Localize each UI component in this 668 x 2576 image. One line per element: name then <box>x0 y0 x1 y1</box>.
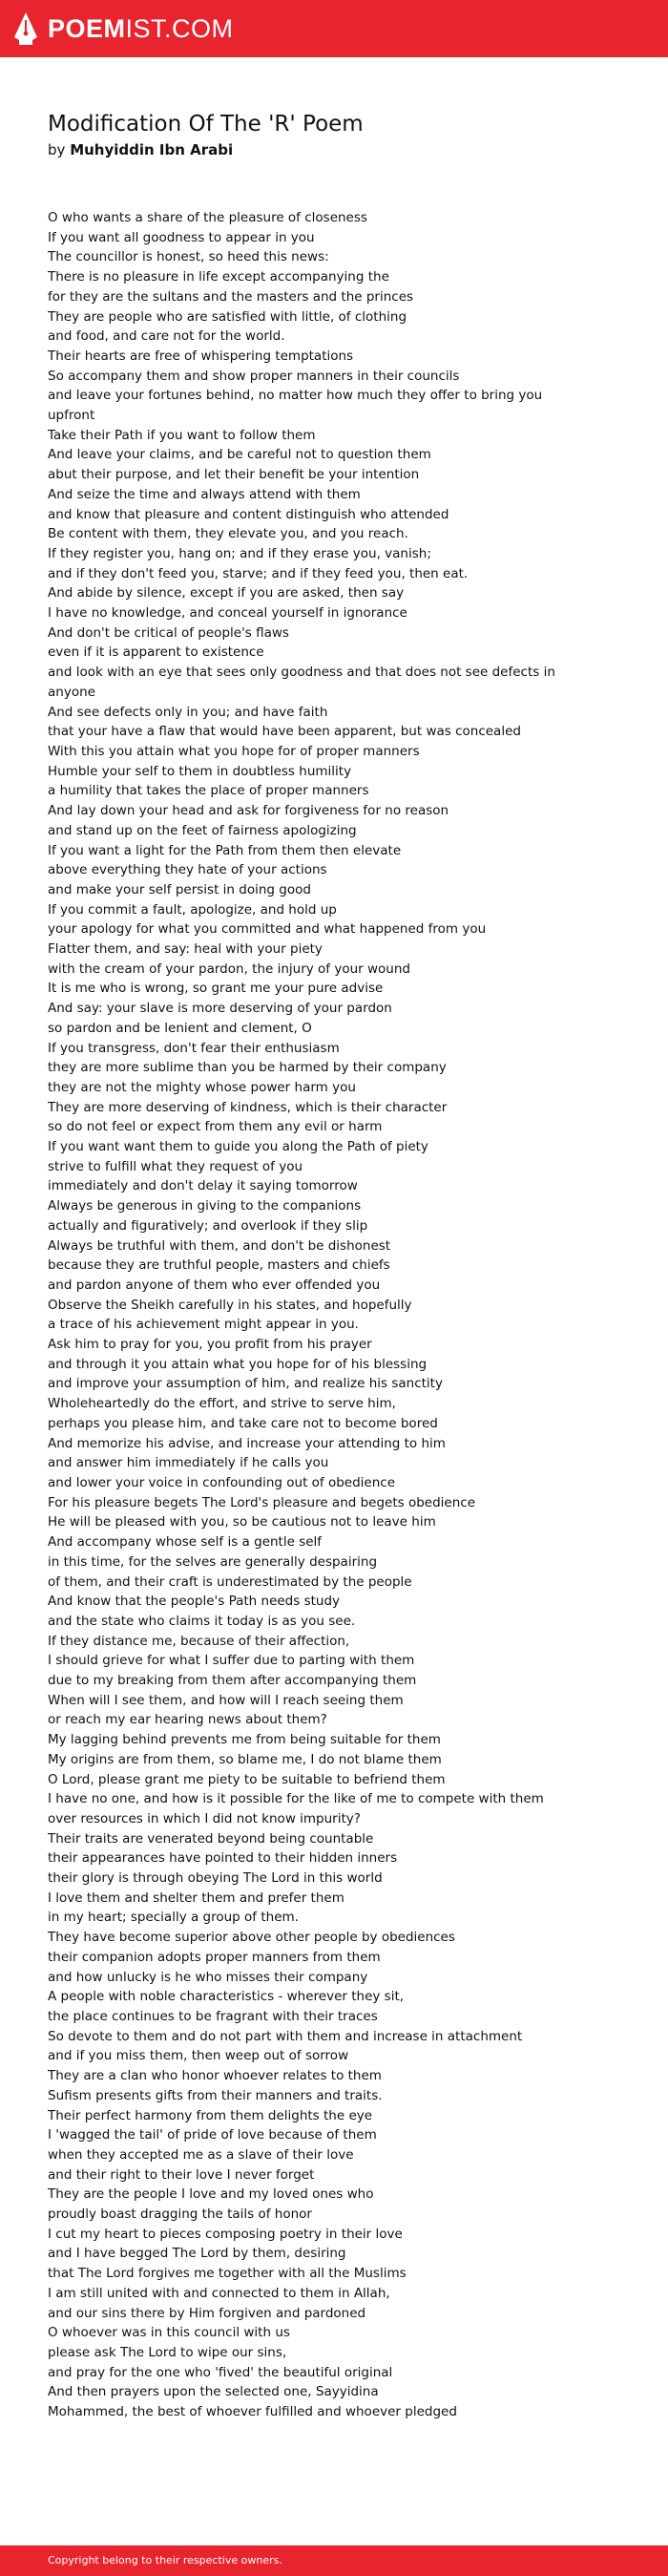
poem-line: Wholeheartedly do the effort, and strive to serve him, <box>48 1396 396 1412</box>
poem-line: and the state who claims it today is as you see. <box>48 1613 356 1629</box>
poem-line: their glory is through obeying The Lord in this world <box>48 1870 383 1887</box>
poem-line: And know that the people's Path needs study <box>48 1594 341 1610</box>
pen-nib-icon <box>13 11 38 46</box>
poem-line: They are a clan who honor whoever relates to them <box>48 2068 382 2084</box>
poem-line: And don't be critical of people's flaws <box>48 624 289 641</box>
poem-line: My lagging behind prevents me from being suitable for them <box>48 1732 441 1748</box>
author-link[interactable]: Muhyiddin Ibn Arabi <box>70 141 234 158</box>
poem-line: Always be truthful with them, and don't be dishonest <box>48 1237 391 1254</box>
poem-line: abut their purpose, and let their benefit be your intention <box>48 467 420 483</box>
poem-line: and improve your assumption of him, and realize his sanctity <box>48 1376 443 1392</box>
poem-line: for they are the sultans and the masters and the princes <box>48 288 414 305</box>
poem-title: Modification Of The 'R' Poem <box>48 112 364 137</box>
poem-line: O Lord, please grant me piety to be suitable to befriend them <box>48 1771 446 1787</box>
poem-line: They have become superior above other people by obediences <box>48 1930 455 1946</box>
poem-line: and through it you attain what you hope for of his blessing <box>48 1356 428 1372</box>
poem-line: and if you miss them, then weep out of sorrow <box>48 2048 349 2064</box>
poem-line: please ask The Lord to wipe our sins, <box>48 2344 287 2360</box>
poem-line: or reach my ear hearing news about them? <box>48 1712 327 1728</box>
poem-line: immediately and don't delay it saying tomorrow <box>48 1178 358 1194</box>
poem-line: and pray for the one who 'fived' the beautiful original <box>48 2364 393 2380</box>
poem-line: Observe the Sheikh carefully in his states, and hopefully <box>48 1297 412 1313</box>
poem-line: Be content with them, they elevate you, and you reach. <box>48 526 408 542</box>
poem-line: I 'wagged the tail' of pride of love because of them <box>48 2127 377 2143</box>
poem-line: and pardon anyone of them who ever offended you <box>48 1277 381 1293</box>
poem-line: they are not the mighty whose power harm you <box>48 1079 356 1095</box>
poem-line: They are more deserving of kindness, which is their character <box>48 1099 448 1115</box>
poem-line: their appearances have pointed to their hidden inners <box>48 1850 398 1867</box>
site-footer <box>0 2545 668 2576</box>
poem-line: a trace of his achievement might appear in you. <box>48 1317 359 1333</box>
footer-copyright: Copyright belong to their respective owners. <box>48 2554 282 2566</box>
poem-line: My origins are from them, so blame me, I do not blame them <box>48 1751 442 1767</box>
poem-line: above everything they hate of your actions <box>48 862 327 878</box>
logo-text-bold: POEM <box>48 14 126 43</box>
poem-line: The councillor is honest, so heed this news: <box>48 249 329 265</box>
poem-line: and their right to their love I never forget <box>48 2166 315 2183</box>
poem-body <box>48 208 563 2422</box>
poem-line: If you want want them to guide you along the Path of piety <box>48 1139 428 1155</box>
poem-line: So accompany them and show proper manners in their councils <box>48 368 460 384</box>
poem-line: And say: your slave is more deserving of your pardon <box>48 1001 392 1017</box>
poem-line: If you want a light for the Path from them then elevate <box>48 842 402 858</box>
byline-by-label: by <box>48 141 66 158</box>
poem-line: With this you attain what you hope for of proper manners <box>48 743 420 759</box>
poem-line: I have no knowledge, and conceal yourself in ignorance <box>48 605 407 622</box>
poem-line: even if it is apparent to existence <box>48 644 264 661</box>
poem-line: and know that pleasure and content distinguish who attended <box>48 506 449 522</box>
poem-line: I cut my heart to pieces composing poetry in their love <box>48 2226 403 2242</box>
poem-line: It is me who is wrong, so grant me your pure advise <box>48 981 384 997</box>
site-logo-link[interactable] <box>13 11 234 47</box>
poem-line: and how unlucky is he who misses their company <box>48 1969 368 1985</box>
poem-line: in my heart; specially a group of them. <box>48 1910 299 1926</box>
poem-line: because they are truthful people, masters and chiefs <box>48 1257 390 1274</box>
poem-line: If you commit a fault, apologize, and hold up <box>48 901 337 918</box>
poem-line: over resources in which I did not know impurity? <box>48 1810 361 1826</box>
poem-line: Mohammed, the best of whoever fulfilled and whoever pledged <box>48 2404 457 2420</box>
site-header <box>0 0 668 57</box>
poem-heading <box>48 111 620 159</box>
poem-line: If they distance me, because of their affection, <box>48 1633 350 1649</box>
poem-line: And leave your claims, and be careful not to question them <box>48 447 431 463</box>
poem-line: due to my breaking from them after accompanying them <box>48 1673 417 1689</box>
poem-line: And lay down your head and ask for forgiveness for no reason <box>48 803 449 819</box>
poem-line: And accompany whose self is a gentle self <box>48 1534 323 1551</box>
poem-line: with the cream of your pardon, the injury of your wound <box>48 961 410 977</box>
poem-line: I love them and shelter them and prefer them <box>48 1890 344 1906</box>
poem-line: perhaps you please him, and take care not to become bored <box>48 1415 438 1431</box>
poem-line: For his pleasure begets The Lord's pleasure and begets obedience <box>48 1494 476 1510</box>
poem-line: and leave your fortunes behind, no matter how much they offer to bring you upfront <box>48 388 543 424</box>
poem-line: and make your self persist in doing good <box>48 881 311 897</box>
poem-line: Their traits are venerated beyond being countable <box>48 1830 374 1847</box>
poem-line: So devote to them and do not part with them and increase in attachment <box>48 2028 523 2044</box>
poem-byline <box>48 140 620 159</box>
poem-line: O whoever was in this council with us <box>48 2325 290 2341</box>
poem-line: and I have begged The Lord by them, desiring <box>48 2246 346 2262</box>
poem-line: and stand up on the feet of fairness apologizing <box>48 822 357 838</box>
poem-line: If you transgress, don't fear their enthusiasm <box>48 1040 340 1056</box>
poem-line: O who wants a share of the pleasure of closeness <box>48 210 367 225</box>
poem-line: Always be generous in giving to the companions <box>48 1198 362 1214</box>
poem-line: strive to fulfill what they request of you <box>48 1158 303 1174</box>
poem-line: Their perfect harmony from them delights the eye <box>48 2107 373 2123</box>
poem-line: when they accepted me as a slave of their love <box>48 2146 354 2163</box>
site-logo-text <box>48 11 234 47</box>
poem-line: If they register you, hang on; and if they erase you, vanish; <box>48 545 431 561</box>
poem-line: and look with an eye that sees only goodness and that does not see defects in anyone <box>48 665 555 700</box>
poem-line: Humble your self to them in doubtless humility <box>48 763 352 779</box>
poem-line: and our sins there by Him forgiven and pardoned <box>48 2305 366 2321</box>
poem-line: so pardon and be lenient and clement, O <box>48 1020 312 1036</box>
poem-line: and if they don't feed you, starve; and if they feed you, then eat. <box>48 565 469 581</box>
poem-line: so do not feel or expect from them any evil or harm <box>48 1119 383 1135</box>
poem-line: that The Lord forgives me together with all the Muslims <box>48 2266 407 2282</box>
poem-line: and food, and care not for the world. <box>48 328 285 345</box>
poem-line: And abide by silence, except if you are asked, then say <box>48 585 405 602</box>
poem-line: Take their Path if you want to follow them <box>48 427 316 443</box>
poem-line: a humility that takes the place of proper manners <box>48 783 369 799</box>
poem-line: And then prayers upon the selected one, Sayyidina <box>48 2384 379 2400</box>
poem-line: A people with noble characteristics - wherever they sit, <box>48 1989 405 2005</box>
poem-line: Their hearts are free of whispering temptations <box>48 348 354 364</box>
poem-line: in this time, for the selves are generally despairing <box>48 1553 378 1570</box>
poem-line: They are people who are satisfied with little, of clothing <box>48 308 407 325</box>
poem-line: their companion adopts proper manners from them <box>48 1949 381 1965</box>
poem-line: They are the people I love and my loved ones who <box>48 2186 374 2203</box>
poem-line: of them, and their craft is underestimated by the people <box>48 1573 412 1590</box>
poem-line: and lower your voice in confounding out of obedience <box>48 1475 395 1490</box>
poem-line: And see defects only in you; and have faith <box>48 704 328 720</box>
poem-line: And memorize his advise, and increase your attending to him <box>48 1435 446 1451</box>
poem-line: the place continues to be fragrant with their traces <box>48 2008 378 2024</box>
poem-line: And seize the time and always attend with them <box>48 486 361 502</box>
poem-line: actually and figuratively; and overlook if they slip <box>48 1217 368 1234</box>
poem-line: I should grieve for what I suffer due to parting with them <box>48 1653 415 1669</box>
logo-text-light: IST.COM <box>125 14 234 43</box>
poem-line: Ask him to pray for you, you profit from his prayer <box>48 1337 372 1353</box>
poem-line: I have no one, and how is it possible for the like of me to compete with them <box>48 1791 544 1807</box>
poem-line: and answer him immediately if he calls you <box>48 1455 329 1471</box>
poem-line: Sufism presents gifts from their manners and traits. <box>48 2087 383 2103</box>
poem-line: that your have a flaw that would have been apparent, but was concealed <box>48 724 521 740</box>
poem-line: There is no pleasure in life except accompanying the <box>48 269 389 285</box>
poem-line: proudly boast dragging the tails of honor <box>48 2206 312 2223</box>
poem-line: If you want all goodness to appear in you <box>48 229 315 245</box>
poem-line: Flatter them, and say: heal with your piety <box>48 941 323 958</box>
poem-line: your apology for what you committed and what happened from you <box>48 921 487 938</box>
poem-line: He will be pleased with you, so be cautious not to leave him <box>48 1514 436 1531</box>
poem-line: When will I see them, and how will I reach seeing them <box>48 1692 404 1708</box>
poem-line: they are more sublime than you be harmed by their company <box>48 1060 447 1076</box>
poem-line: I am still united with and connected to them in Allah, <box>48 2285 390 2301</box>
